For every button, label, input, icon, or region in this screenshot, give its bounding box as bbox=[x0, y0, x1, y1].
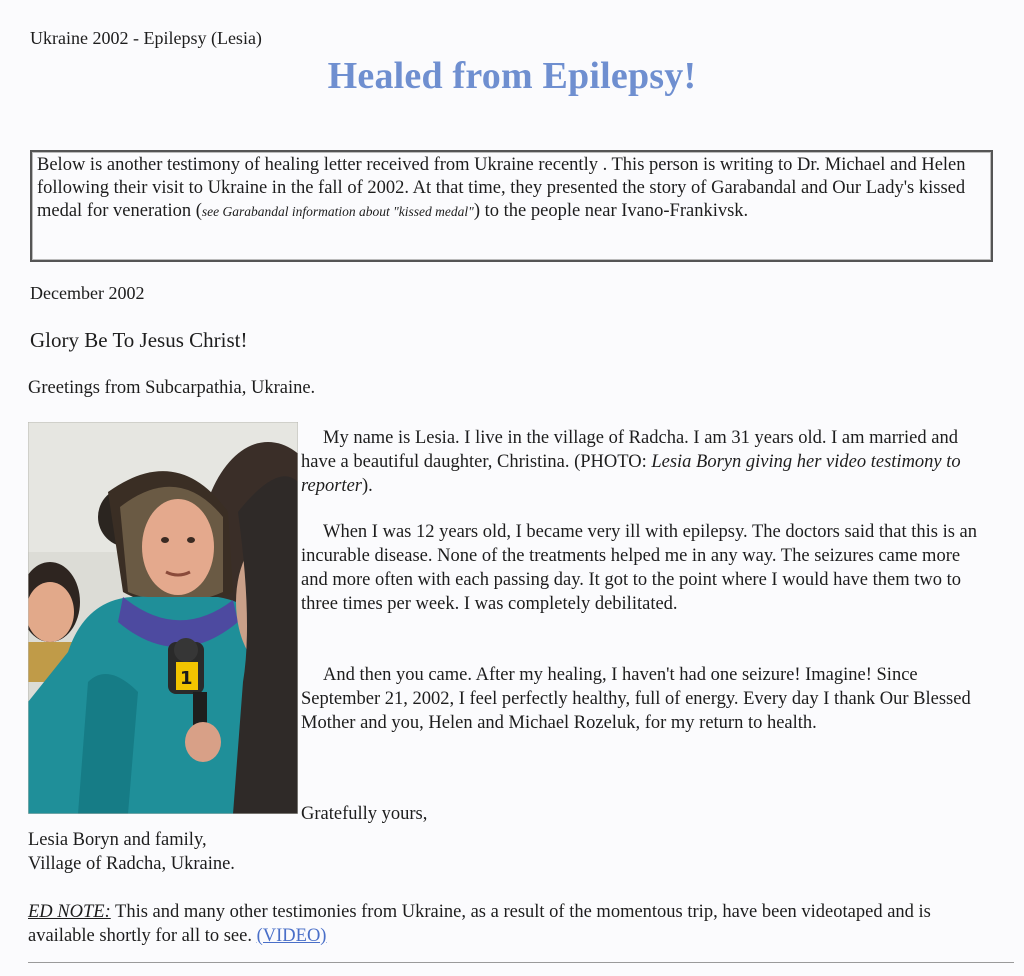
letter-paragraph-2: When I was 12 years old, I became very ill with epilepsy. The doctors said that this is an incurable disease. None of the treatments helped me in any way. The seizures came more and more often with each passing day. It got to the point where I would have them two to three times per week. I was completely debilitated. bbox=[301, 522, 978, 614]
letter-greeting: Greetings from Subcarpathia, Ukraine. bbox=[28, 378, 316, 398]
intro-box bbox=[30, 150, 993, 262]
letter-date: December 2002 bbox=[30, 283, 145, 303]
editor-note bbox=[28, 900, 988, 948]
paragraph-1-end: ). bbox=[361, 476, 373, 496]
testimony-photo bbox=[28, 422, 298, 814]
video-link[interactable]: (VIDEO) bbox=[256, 926, 327, 946]
editor-note-text: This and many other testimonies from Ukraine, as a result of the momentous trip, have been videotaped and is available shortly for all to see. bbox=[28, 902, 931, 946]
letter-paragraph-3: And then you came. After my healing, I haven't had one seizure! Imagine! Since September 21, 2002, I feel perfectly healthy, full of energy. Every day I thank Our Blessed Mother and you, Helen and Michael Rozeluk, for my return to health. bbox=[301, 665, 971, 733]
photo-caption: Lesia Boryn giving her video testimony to reporter bbox=[301, 452, 961, 496]
intro-italic-note: see Garabandal information about "kissed medal" bbox=[201, 204, 474, 219]
page-top-label: Ukraine 2002 - Epilepsy (Lesia) bbox=[30, 28, 262, 48]
page-title: Healed from Epilepsy! bbox=[327, 55, 697, 97]
intro-text-end: ) to the people near Ivano-Frankivsk. bbox=[473, 201, 749, 221]
svg-text:1: 1 bbox=[180, 668, 193, 689]
footer-divider bbox=[28, 962, 1014, 963]
editor-note-label: ED NOTE: bbox=[28, 902, 111, 922]
letter-signature bbox=[28, 828, 235, 876]
signature-name: Lesia Boryn and family, bbox=[28, 830, 207, 850]
paragraph-1-text: My name is Lesia. I live in the village of Radcha. I am 31 years old. I am married and have a beautiful daughter, Christina. (PHOTO: bbox=[301, 428, 958, 472]
letter-paragraph-1 bbox=[301, 426, 991, 498]
letter-closing: Gratefully yours, bbox=[301, 804, 428, 824]
letter-salutation: Glory Be To Jesus Christ! bbox=[30, 328, 248, 352]
signature-location: Village of Radcha, Ukraine. bbox=[28, 854, 235, 874]
intro-text: Below is another testimony of healing letter received from Ukraine recently . This person is writing to Dr. Michael and Helen following their visit to Ukraine in the fall of 2002. At that time, they presented the story of Garabandal and Our Lady's kissed medal for veneration ( bbox=[37, 155, 966, 221]
